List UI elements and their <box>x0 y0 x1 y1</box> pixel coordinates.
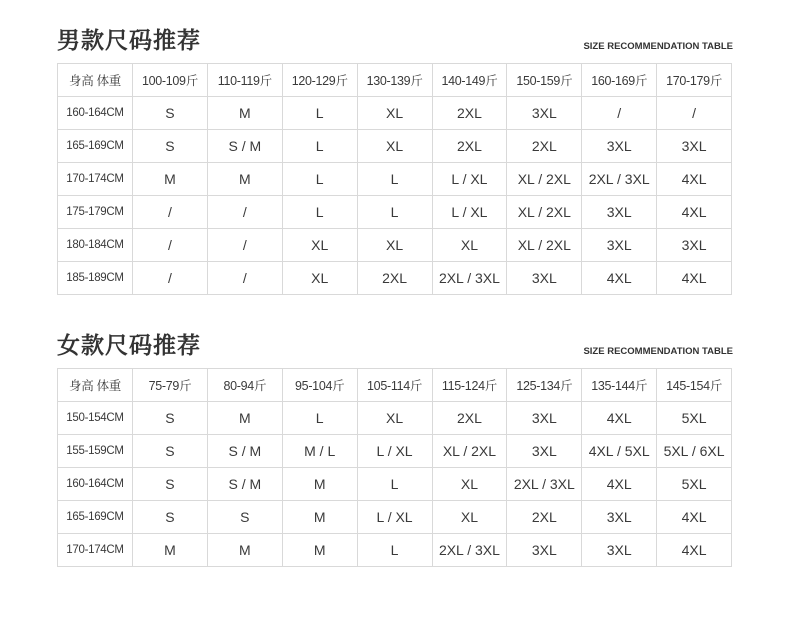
size-cell: 4XL <box>657 534 732 567</box>
size-cell: 3XL <box>657 229 732 262</box>
size-cell: / <box>133 196 208 229</box>
women-size-table <box>57 368 732 567</box>
size-cell: 4XL <box>582 468 657 501</box>
size-cell: 3XL <box>582 534 657 567</box>
size-cell: S / M <box>207 435 282 468</box>
size-cell: M <box>207 534 282 567</box>
height-cell: 160-164CM <box>58 97 133 130</box>
size-cell: M <box>282 534 357 567</box>
size-cell: 2XL <box>507 130 582 163</box>
size-cell: L / XL <box>357 435 432 468</box>
height-cell: 185-189CM <box>58 262 133 295</box>
size-cell: / <box>207 196 282 229</box>
size-cell: L / XL <box>432 163 507 196</box>
size-cell: XL <box>432 468 507 501</box>
size-cell: 4XL <box>657 501 732 534</box>
size-cell: 2XL <box>432 130 507 163</box>
size-cell: 5XL / 6XL <box>657 435 732 468</box>
table-row <box>58 468 732 501</box>
header-cell: 120-129斤 <box>282 64 357 97</box>
size-cell: M <box>133 534 208 567</box>
size-cell: 2XL <box>507 501 582 534</box>
size-cell: S <box>133 468 208 501</box>
header-cell: 100-109斤 <box>133 64 208 97</box>
header-cell: 130-139斤 <box>357 64 432 97</box>
header-cell: 150-159斤 <box>507 64 582 97</box>
table-row <box>58 435 732 468</box>
size-cell: XL / 2XL <box>507 229 582 262</box>
size-cell: / <box>207 262 282 295</box>
size-cell: 2XL / 3XL <box>432 534 507 567</box>
size-cell: 3XL <box>582 130 657 163</box>
height-cell: 175-179CM <box>58 196 133 229</box>
women-subtitle: SIZE RECOMMENDATION TABLE <box>583 346 733 357</box>
header-cell: 身高 体重 <box>58 369 133 402</box>
size-cell: 2XL / 3XL <box>582 163 657 196</box>
table-row <box>58 196 732 229</box>
size-cell: XL <box>357 402 432 435</box>
size-cell: 2XL <box>432 402 507 435</box>
table-row <box>58 262 732 295</box>
height-cell: 165-169CM <box>58 501 133 534</box>
size-cell: S <box>133 435 208 468</box>
height-cell: 150-154CM <box>58 402 133 435</box>
size-cell: 4XL <box>657 262 732 295</box>
size-cell: L <box>282 402 357 435</box>
size-cell: M <box>207 163 282 196</box>
header-cell: 125-134斤 <box>507 369 582 402</box>
size-cell: M <box>207 97 282 130</box>
size-cell: 2XL <box>357 262 432 295</box>
size-cell: 3XL <box>507 97 582 130</box>
size-cell: L <box>282 196 357 229</box>
table-row <box>58 130 732 163</box>
header-cell: 115-124斤 <box>432 369 507 402</box>
size-cell: S / M <box>207 130 282 163</box>
size-cell: / <box>133 262 208 295</box>
size-cell: S <box>133 501 208 534</box>
size-cell: 3XL <box>582 229 657 262</box>
header-cell: 80-94斤 <box>207 369 282 402</box>
size-cell: 4XL / 5XL <box>582 435 657 468</box>
size-cell: 2XL / 3XL <box>507 468 582 501</box>
size-cell: 3XL <box>582 196 657 229</box>
size-cell: L <box>282 130 357 163</box>
header-cell: 105-114斤 <box>357 369 432 402</box>
height-cell: 155-159CM <box>58 435 133 468</box>
size-cell: S <box>133 130 208 163</box>
height-cell: 180-184CM <box>58 229 133 262</box>
size-cell: 2XL / 3XL <box>432 262 507 295</box>
size-cell: M <box>282 501 357 534</box>
height-cell: 165-169CM <box>58 130 133 163</box>
size-cell: 3XL <box>507 402 582 435</box>
size-cell: 3XL <box>582 501 657 534</box>
height-cell: 160-164CM <box>58 468 133 501</box>
size-cell: XL <box>357 97 432 130</box>
size-cell: XL / 2XL <box>507 163 582 196</box>
size-cell: L <box>282 97 357 130</box>
size-cell: 3XL <box>657 130 732 163</box>
size-cell: L <box>357 163 432 196</box>
header-cell: 145-154斤 <box>657 369 732 402</box>
size-cell: L / XL <box>432 196 507 229</box>
size-cell: M / L <box>282 435 357 468</box>
size-cell: 2XL <box>432 97 507 130</box>
size-cell: XL / 2XL <box>432 435 507 468</box>
header-cell: 75-79斤 <box>133 369 208 402</box>
size-cell: / <box>582 97 657 130</box>
size-cell: 3XL <box>507 534 582 567</box>
size-cell: / <box>207 229 282 262</box>
height-cell: 170-174CM <box>58 534 133 567</box>
size-cell: 5XL <box>657 468 732 501</box>
size-cell: 4XL <box>657 163 732 196</box>
size-cell: XL <box>282 229 357 262</box>
size-cell: XL <box>357 229 432 262</box>
size-cell: XL / 2XL <box>507 196 582 229</box>
header-cell: 135-144斤 <box>582 369 657 402</box>
table-header-row <box>58 64 732 97</box>
size-cell: M <box>133 163 208 196</box>
size-cell: 4XL <box>582 262 657 295</box>
header-cell: 95-104斤 <box>282 369 357 402</box>
table-row <box>58 229 732 262</box>
size-cell: S / M <box>207 468 282 501</box>
size-cell: M <box>282 468 357 501</box>
size-cell: 4XL <box>657 196 732 229</box>
women-title: 女款尺码推荐 <box>57 333 201 359</box>
size-cell: XL <box>432 501 507 534</box>
size-cell: S <box>133 402 208 435</box>
size-cell: S <box>133 97 208 130</box>
size-cell: XL <box>357 130 432 163</box>
table-header-row <box>58 369 732 402</box>
size-cell: / <box>133 229 208 262</box>
table-row <box>58 97 732 130</box>
men-title: 男款尺码推荐 <box>57 28 201 54</box>
men-subtitle: SIZE RECOMMENDATION TABLE <box>583 41 733 52</box>
height-cell: 170-174CM <box>58 163 133 196</box>
size-cell: 5XL <box>657 402 732 435</box>
men-size-table <box>57 63 732 295</box>
size-cell: 3XL <box>507 262 582 295</box>
size-cell: L <box>357 196 432 229</box>
size-cell: L <box>282 163 357 196</box>
header-cell: 身高 体重 <box>58 64 133 97</box>
table-row <box>58 501 732 534</box>
size-cell: 4XL <box>582 402 657 435</box>
size-cell: L / XL <box>357 501 432 534</box>
size-cell: / <box>657 97 732 130</box>
header-cell: 170-179斤 <box>657 64 732 97</box>
size-cell: M <box>207 402 282 435</box>
size-cell: L <box>357 534 432 567</box>
header-cell: 140-149斤 <box>432 64 507 97</box>
size-cell: L <box>357 468 432 501</box>
size-cell: XL <box>432 229 507 262</box>
size-cell: XL <box>282 262 357 295</box>
table-row <box>58 402 732 435</box>
header-cell: 110-119斤 <box>207 64 282 97</box>
table-row <box>58 534 732 567</box>
size-cell: S <box>207 501 282 534</box>
size-cell: 3XL <box>507 435 582 468</box>
header-cell: 160-169斤 <box>582 64 657 97</box>
table-row <box>58 163 732 196</box>
